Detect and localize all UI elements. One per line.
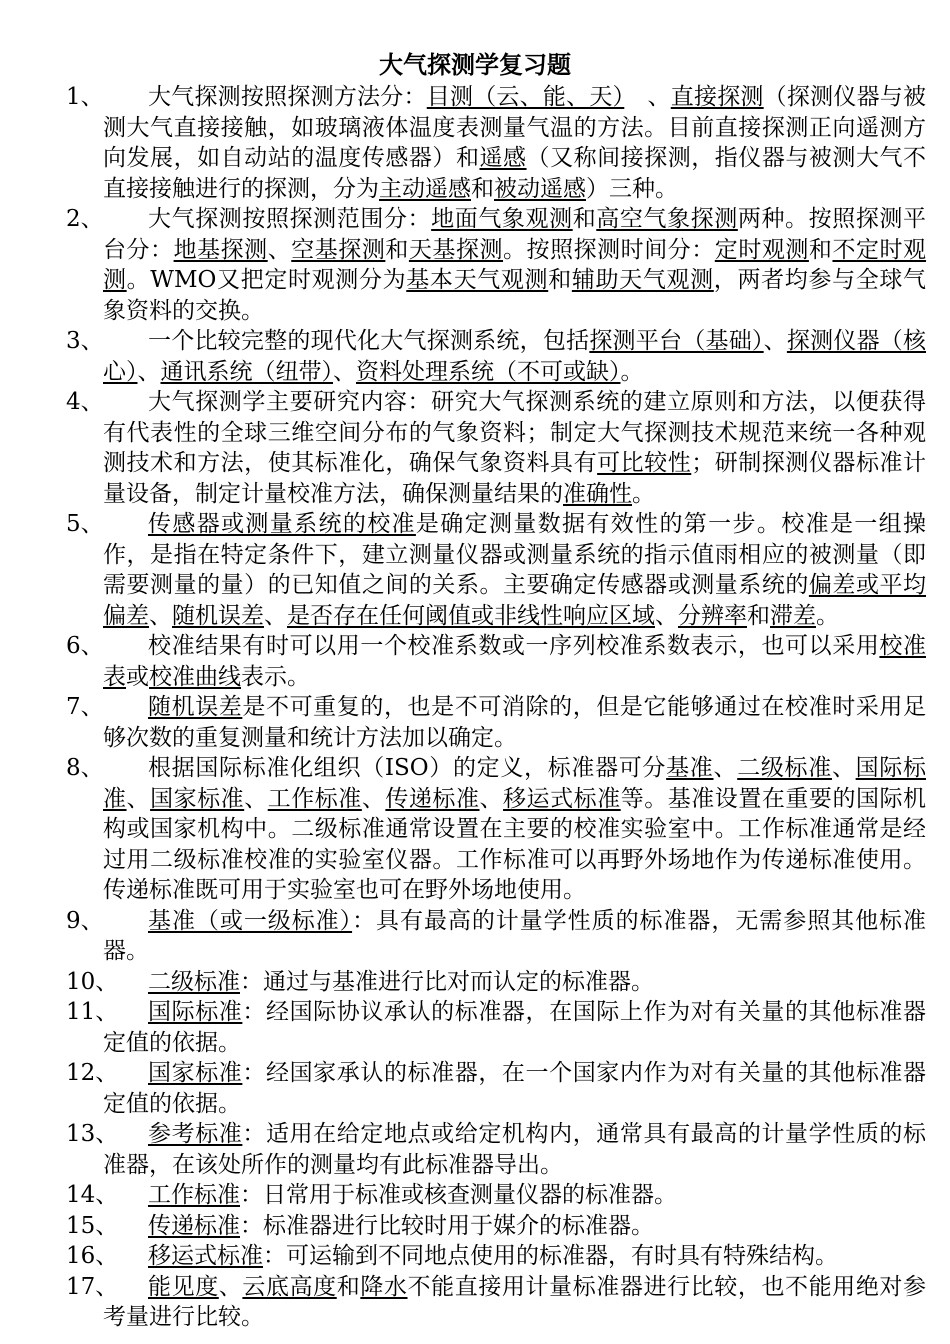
underlined-term: 高空气象探测 [596,206,738,232]
underlined-term: 被动遥感 [494,175,586,202]
list-item [66,82,926,204]
item-number: 11、 [66,999,119,1025]
underlined-term: 传递标准 [385,785,480,812]
underlined-term: 主动遥感 [379,175,471,202]
underlined-term: 地基探测 [173,236,268,263]
text-run: 和 [808,236,833,263]
item-text [103,326,926,387]
text-run: 、 [655,602,678,629]
item-number: 7、 [66,694,104,720]
underlined-term: 云底高度 [242,1273,337,1300]
text-run: 大气探测按照探测方法分： [148,84,427,110]
text-run: 是确定测量数据有效性的第一步。校准是一组操作，是指在特定条件下，建立测量仪器或测量系统的指示值雨相应的被测量（即需要测量的量）的已知值之间的关系。主要确定传感器或测量系统的 [103,511,927,598]
underlined-term: 基准 [666,755,714,781]
list-item [66,1211,926,1242]
underlined-term: 能见度 [148,1273,219,1300]
item-text [103,1058,926,1119]
list-item [66,326,926,387]
text-run: 等。基准设置在重要的国际机构或国家机构中。二级标准通常设置在主要的校准实验室中。工作标准通常是经过用二级标准校准的实验室仪器。工作标准可以再野外场地作为传递标准使用。传递标准既可用于实验室也可在野外场地使用。 [103,785,927,903]
text-run: 和 [336,1273,361,1300]
item-number: 9、 [66,907,104,934]
underlined-term: 可比较性 [597,450,692,476]
underlined-term: 二级标准 [148,968,240,995]
list-item [66,1058,926,1119]
list-item [66,967,926,998]
underlined-term: 通讯系统（纽带） [160,358,333,385]
text-run: ：具有最高的计量学性质的标准器，无需参照其他标准器。 [103,907,926,964]
list-item [66,906,926,967]
underlined-term: 不定时观测 [103,236,927,293]
item-text [103,906,926,967]
item-number: 15、 [66,1212,119,1239]
text-run: ：适用在给定地点或给定机构内，通常具有最高的计量学性质的标准器，在该处所作的测量均有此标准器导出。 [103,1121,926,1178]
text-run: 、 [479,785,504,812]
underlined-term: 基本天气观测 [406,267,549,293]
item-text [103,204,926,326]
text-run: ：经国际协议承认的标准器，在国际上作为对有关量的其他标准器定值的依据。 [103,999,926,1056]
underlined-term: 工作标准 [148,1182,240,1208]
underlined-term: 分辨率 [678,602,747,629]
document-title: 大气探测学复习题 [379,50,571,79]
list-item [66,387,926,509]
text-run: 、 [264,602,287,629]
item-number: 3、 [66,328,104,354]
text-run: 是不可重复的，也是不可消除的，但是它能够通过在校准时采用足够次数的重复测量和统计方法加以确定。 [103,694,926,751]
underlined-term: 降水 [360,1273,408,1300]
underlined-term: 偏差或平均偏差 [103,572,927,629]
text-run: （又称间接探测，指仪器与被测大气不直接接触进行的探测，分为 [103,145,927,202]
underlined-term: 参考标准 [148,1121,243,1147]
text-run: 校准结果有时可以用一个校准系数或一序列校准系数表示，也可以采用 [148,633,880,659]
item-number: 17、 [66,1273,119,1300]
item-number: 13、 [66,1121,119,1147]
text-run: 大气探测按照探测范围分： [148,206,432,232]
text-run: 。按照探测时间分： [503,236,715,263]
text-run: 、 [218,1273,243,1300]
underlined-term: 是否存在任何阈值或非线性响应区域 [287,602,655,629]
text-run: 、 [763,328,787,354]
text-run: 、 [624,84,671,110]
item-text [103,997,926,1058]
underlined-term: 国际标准 [103,755,926,812]
text-run: 。 [816,602,839,629]
text-run: ：经国家承认的标准器，在一个国家内作为对有关量的其他标准器定值的依据。 [103,1060,926,1117]
list-item [66,1180,926,1211]
underlined-term: 准确性 [563,480,632,507]
text-run: 两种。按照探测平台分： [103,206,926,263]
list-item [66,753,926,906]
question-list [66,82,926,1333]
item-text [103,753,926,906]
text-run: 一个比较完整的现代化大气探测系统，包括 [148,328,590,354]
text-run: 、 [137,358,161,385]
list-item [66,509,926,631]
underlined-term: 传感器或测量系统的校准 [148,511,416,537]
text-run: （探测仪器与被测大气直接接触，如玻璃液体温度表测量气温的方法。目前直接探测正向遥测方向发展，如自动站的温度传感器）和 [103,84,927,171]
text-run: 、 [361,785,386,812]
text-run: 或 [126,663,149,690]
item-text [103,1180,926,1211]
text-run: 不能直接用计量标准器进行比较，也不能用绝对参考量进行比较。 [103,1273,926,1330]
text-run: 和 [572,206,597,232]
item-number: 5、 [66,511,104,537]
item-number: 8、 [66,755,104,781]
list-item [66,631,926,692]
item-text [103,967,926,998]
text-run: 和 [471,175,494,202]
item-number: 4、 [66,389,104,415]
underlined-term: 校准曲线 [149,663,241,690]
list-item [66,1241,926,1272]
text-run: 。WMO又把定时观测分为 [126,267,407,293]
text-run: 和 [747,602,770,629]
underlined-term: 国家标准 [148,1060,243,1086]
list-item [66,692,926,753]
underlined-term: 随机误差 [148,694,243,720]
item-text [103,387,926,509]
list-item [66,204,926,326]
text-run: 和 [548,267,572,293]
underlined-term: 移运式标准 [148,1243,263,1269]
text-run: 、 [831,755,856,781]
text-run: 表示。 [241,663,310,690]
item-number: 2、 [66,206,104,232]
item-text [103,1119,926,1180]
text-run: ：通过与基准进行比对而认定的标准器。 [240,968,654,995]
underlined-term: 校准表 [103,633,926,690]
underlined-term: 辅助天气观测 [571,267,714,293]
text-run: 和 [385,236,409,263]
underlined-term: 探测仪器（核心） [103,328,927,385]
underlined-term: 遥感 [479,145,527,171]
item-text [103,82,926,204]
list-item [66,997,926,1058]
item-text [103,509,926,631]
item-number: 6、 [66,633,104,659]
item-number: 16、 [66,1243,119,1269]
text-run: 、 [244,785,268,812]
underlined-term: 资料处理系统（不可或缺） [356,358,621,385]
item-text [103,631,926,692]
text-run: ；研制探测仪器标准计量设备，制定计量校准方法，确保测量结果的 [103,450,927,507]
underlined-term: 探测平台（基础） [589,328,764,354]
text-run: 、 [713,755,738,781]
text-run: ：可运输到不同地点使用的标准器，有时具有特殊结构。 [263,1243,838,1269]
text-run: 根据国际标准化组织（ISO）的定义，标准器可分 [148,755,667,781]
text-run: ，两者均参与全球气象资料的交换。 [103,267,927,324]
underlined-term: 移运式标准 [503,785,621,812]
item-number: 12、 [66,1060,119,1086]
text-run: ：标准器进行比较时用于媒介的标准器。 [240,1212,654,1239]
underlined-term: 基准（或一级标准） [148,907,353,934]
text-run: 。 [620,358,644,385]
underlined-term: 定时观测 [714,236,809,263]
underlined-term: 传递标准 [148,1212,240,1239]
text-run: 。 [632,480,655,507]
underlined-term: 直接探测 [670,84,764,110]
item-text [103,692,926,753]
text-run: 、 [126,785,151,812]
list-item [66,1119,926,1180]
text-run: 、 [333,358,356,385]
underlined-term: 随机误差 [172,602,264,629]
underlined-term: 天基探测 [408,236,504,263]
text-run: ：日常用于标准或核查测量仪器的标准器。 [240,1182,677,1208]
text-run: 、 [149,602,172,629]
list-item [66,1272,926,1333]
underlined-term: 二级标准 [737,755,832,781]
underlined-term: 目测（云、能、天） [426,84,625,110]
underlined-term: 国际标准 [148,999,243,1025]
text-run: ）三种。 [586,175,678,202]
underlined-term: 国家标准 [150,785,245,812]
item-text [103,1241,926,1272]
underlined-term: 滞差 [770,602,816,629]
item-text [103,1272,926,1333]
underlined-term: 地面气象观测 [431,206,573,232]
item-text [103,1211,926,1242]
underlined-term: 空基探测 [291,236,386,263]
item-number: 10、 [66,968,119,995]
text-run: 大气探测学主要研究内容：研究大气探测系统的建立原则和方法，以便获得有代表性的全球三维空间分布的气象资料；制定大气探测技术规范来统一各种观测技术和方法，使其标准化，确保气象资料具有 [103,389,926,476]
item-number: 1、 [66,84,104,110]
text-run: 、 [267,236,292,263]
item-number: 14、 [66,1182,119,1208]
underlined-term: 工作标准 [267,785,362,812]
